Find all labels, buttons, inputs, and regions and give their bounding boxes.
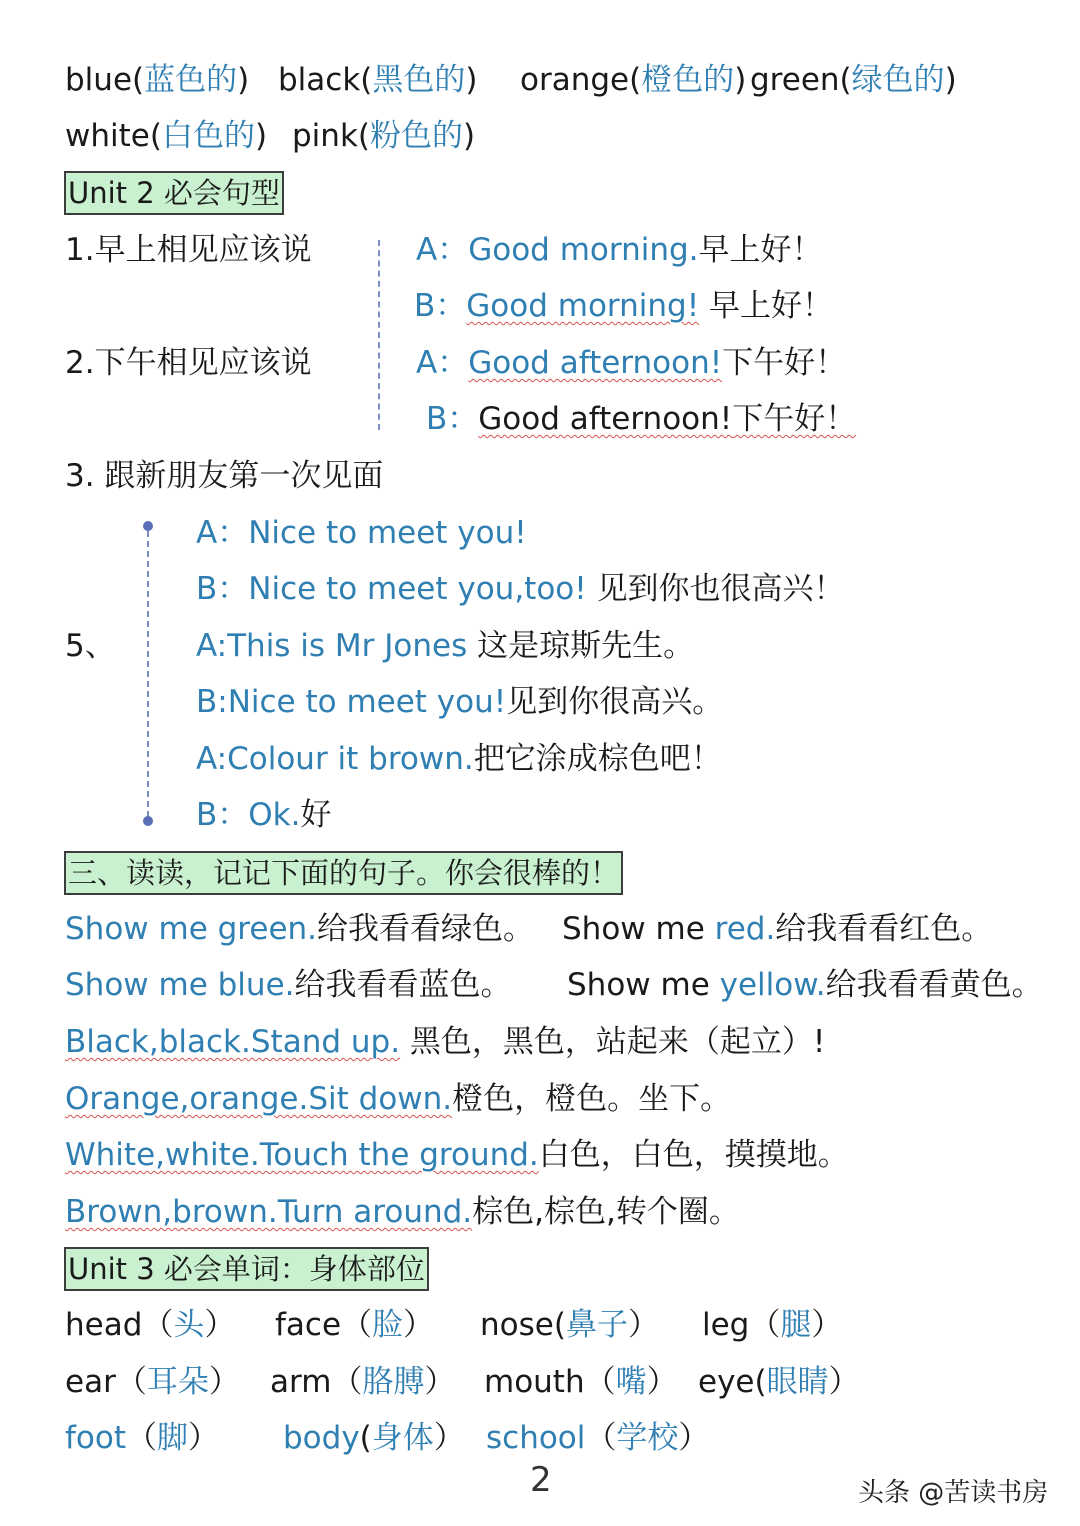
section3-title: 3. 跟新朋友第一次见面 <box>65 458 384 494</box>
watermark: 头条 @苦读书房 <box>858 1478 1049 1508</box>
page-number: 2 <box>530 1460 552 1500</box>
dialogue-line: A：Good afternoon!下午好！ <box>416 345 847 381</box>
color-word-green: green(绿色的) <box>750 62 957 98</box>
meet-line: A：Nice to meet you! <box>196 515 527 551</box>
show-me-line: Show me green.给我看看绿色。 <box>65 911 535 947</box>
meet-line: A:Colour it brown.把它涂成棕色吧！ <box>196 741 722 777</box>
body-word-ear: ear（耳朵） <box>65 1364 240 1400</box>
body-word-head: head（头） <box>65 1307 236 1343</box>
color-word-orange: orange(橙色的) <box>520 62 747 98</box>
chant-line: Orange,orange.Sit down.橙色，橙色。坐下。 <box>65 1081 732 1117</box>
show-me-line: Show me yellow.给我看看黄色。 <box>567 967 1043 1003</box>
unit2-item-2: 2.下午相见应该说 <box>65 345 312 381</box>
meet-line: B：Ok.好 <box>196 797 332 833</box>
chant-line: Black,black.Stand up. 黑色，黑色，站起来（起立）! <box>65 1024 826 1060</box>
body-word-nose: nose(鼻子） <box>480 1307 659 1343</box>
dialogue-line: B：Good afternoon!下午好！ <box>426 401 857 437</box>
chant-line: Brown,brown.Turn around.棕色,棕色,转个圈。 <box>65 1194 740 1230</box>
timeline-line <box>147 531 149 817</box>
unit2-item-1: 1.早上相见应该说 <box>65 232 312 268</box>
unit2-header: Unit 2 必会句型 <box>64 171 284 215</box>
meet-line: B:Nice to meet you!见到你很高兴。 <box>196 684 724 720</box>
body-word-body: body(身体） <box>283 1420 465 1456</box>
body-word-face: face（脸） <box>275 1307 435 1343</box>
dialogue-line: B：Good morning! 早上好！ <box>414 288 834 324</box>
body-word-leg: leg（腿） <box>702 1307 843 1343</box>
read-section-header: 三、读读，记记下面的句子。你会很棒的！ <box>64 851 623 895</box>
body-word-foot: foot（脚） <box>65 1420 220 1456</box>
body-word-eye: eye(眼睛） <box>698 1364 860 1400</box>
color-word-blue: blue(蓝色的) <box>65 62 250 98</box>
timeline-dot-top <box>143 521 153 531</box>
chant-line: White,white.Touch the ground.白色，白色，摸摸地。 <box>65 1137 849 1173</box>
body-word-school: school（学校） <box>486 1420 710 1456</box>
unit3-header: Unit 3 必会单词：身体部位 <box>64 1247 429 1291</box>
timeline-dot-bottom <box>143 816 153 826</box>
section5-number: 5、 <box>65 628 116 664</box>
meet-line: B：Nice to meet you,too! 见到你也很高兴！ <box>196 571 845 607</box>
color-word-black: black(黑色的) <box>278 62 478 98</box>
show-me-line: Show me blue.给我看看蓝色。 <box>65 967 512 1003</box>
meet-line: A:This is Mr Jones 这是琼斯先生。 <box>196 628 695 664</box>
dialogue-line: A：Good morning.早上好！ <box>416 232 823 268</box>
body-word-arm: arm（胳膊） <box>270 1364 456 1400</box>
show-me-line: Show me red.给我看看红色。 <box>562 911 993 947</box>
color-word-white: white(白色的) <box>65 118 268 154</box>
body-word-mouth: mouth（嘴） <box>484 1364 678 1400</box>
dialogue-divider <box>378 240 380 430</box>
color-word-pink: pink(粉色的) <box>292 118 476 154</box>
